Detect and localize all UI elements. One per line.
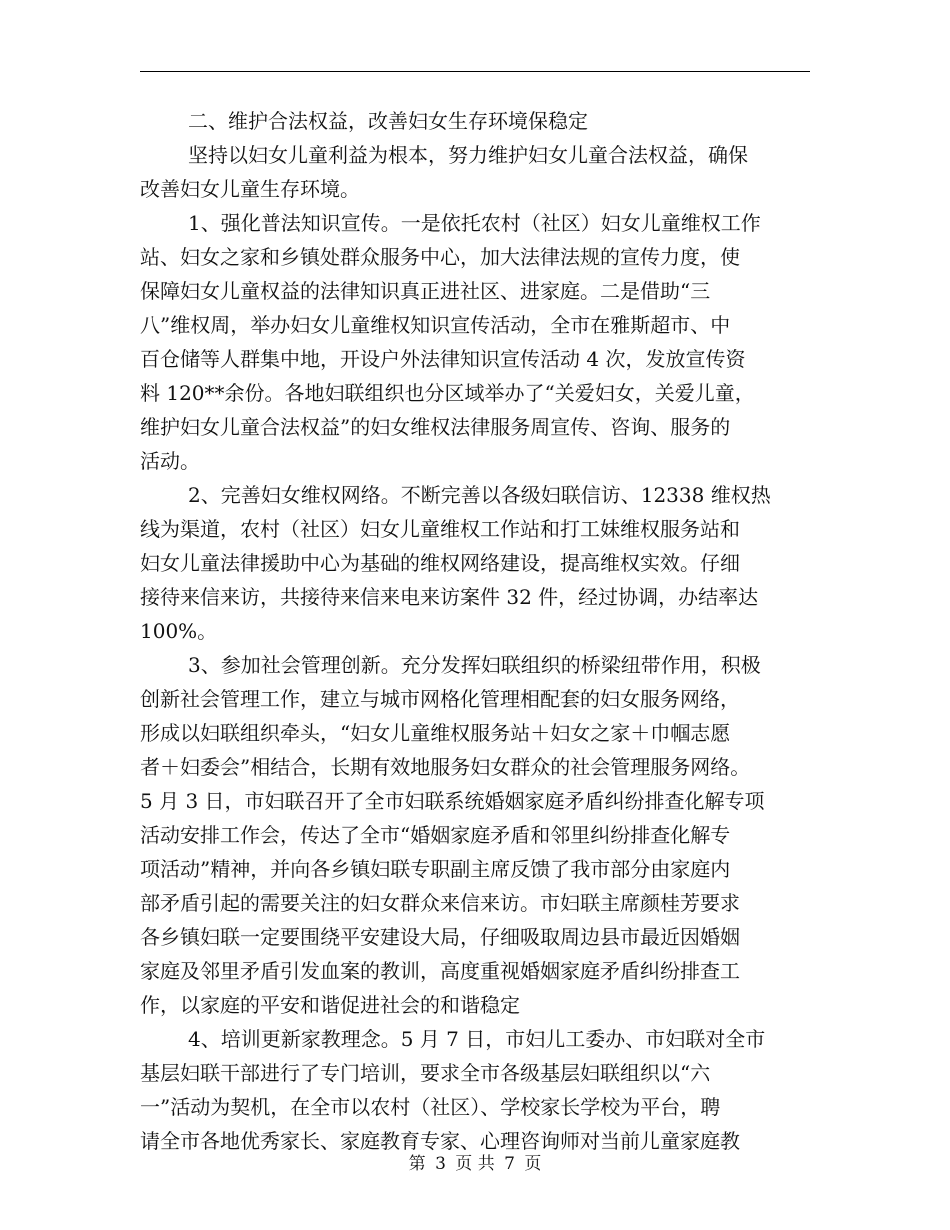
paragraph-line: 创新社会管理工作，建立与城市网格化管理相配套的妇女服务网络， [140, 687, 740, 711]
paragraph-line: 接待来信来访，共接待来信来电来访案件 32 件，经过协调，办结率达 [140, 585, 759, 609]
paragraph-line: 4、培训更新家教理念。5 月 7 日，市妇儿工委办、市妇联对全市 [188, 1027, 766, 1051]
paragraph-line: 妇女儿童法律援助中心为基础的维权网络建设，提高维权实效。仔细 [140, 551, 740, 575]
paragraph-line: 百仓储等人群集中地，开设户外法律知识宣传活动 4 次，发放宣传资 [140, 347, 746, 371]
section-heading: 二、维护合法权益，改善妇女生存环境保稳定 [188, 109, 588, 133]
paragraph-line: 请全市各地优秀家长、家庭教育专家、心理咨询师对当前儿童家庭教 [140, 1129, 740, 1153]
paragraph-line: 2、完善妇女维权网络。不断完善以各级妇联信访、12338 维权热 [188, 483, 771, 507]
paragraph-line: 坚持以妇女儿童利益为根本，努力维护妇女儿童合法权益，确保 [188, 143, 748, 167]
paragraph-line: 3、参加社会管理创新。充分发挥妇联组织的桥梁纽带作用，积极 [188, 653, 761, 677]
paragraph-line: 作，以家庭的平安和谐促进社会的和谐稳定 [140, 993, 520, 1017]
paragraph-line: 维护妇女儿童合法权益”的妇女维权法律服务周宣传、咨询、服务的 [140, 415, 731, 439]
paragraph-line: 活动安排工作会，传达了全市“婚姻家庭矛盾和邻里纠纷排查化解专 [140, 823, 731, 847]
footer-suffix: 页 [524, 1154, 542, 1174]
page-footer [0, 1152, 950, 1176]
paragraph-line: 八”维权周，举办妇女儿童维权知识宣传活动，全市在雅斯超市、中 [140, 313, 731, 337]
paragraph-line: 线为渠道，农村（社区）妇女儿童维权工作站和打工妹维权服务站和 [140, 517, 740, 541]
paragraph-line: 者＋妇委会”相结合，长期有效地服务妇女群众的社会管理服务网络。 [140, 755, 751, 779]
header-rule [140, 71, 810, 72]
paragraph-line: 各乡镇妇联一定要围绕平安建设大局，仔细吸取周边县市最近因婚姻 [140, 925, 740, 949]
paragraph-line: 料 120**余份。各地妇联组织也分区域举办了“关爱妇女，关爱儿童， [140, 381, 755, 405]
paragraph-line: 100%。 [140, 619, 218, 643]
footer-middle: 页 共 [455, 1154, 495, 1174]
paragraph-line: 保障妇女儿童权益的法律知识真正进社区、进家庭。二是借助“三 [140, 279, 711, 303]
paragraph-line: 改善妇女儿童生存环境。 [140, 177, 360, 201]
paragraph-line: 一”活动为契机，在全市以农村（社区）、学校家长学校为平台，聘 [140, 1095, 721, 1119]
paragraph-line: 部矛盾引起的需要关注的妇女群众来信来访。市妇联主席颜桂芳要求 [140, 891, 740, 915]
paragraph-line: 家庭及邻里矛盾引发血案的教训，高度重视婚姻家庭矛盾纠纷排查工 [140, 959, 740, 983]
paragraph-line: 1、强化普法知识宣传。一是依托农村（社区）妇女儿童维权工作 [188, 211, 761, 235]
footer-page-number: 3 [435, 1154, 446, 1174]
paragraph-line: 站、妇女之家和乡镇处群众服务中心，加大法律法规的宣传力度，使 [140, 245, 740, 269]
footer-total-pages: 7 [504, 1154, 515, 1174]
paragraph-line: 形成以妇联组织牵头，“妇女儿童维权服务站＋妇女之家＋巾帼志愿 [140, 721, 731, 745]
paragraph-line: 活动。 [140, 449, 200, 473]
paragraph-line: 项活动”精神，并向各乡镇妇联专职副主席反馈了我市部分由家庭内 [140, 857, 731, 881]
paragraph-line: 5 月 3 日，市妇联召开了全市妇联系统婚姻家庭矛盾纠纷排查化解专项 [140, 789, 765, 813]
footer-prefix: 第 [408, 1154, 426, 1174]
body-text [140, 104, 815, 1158]
paragraph-line: 基层妇联干部进行了专门培训，要求全市各级基层妇联组织以“六 [140, 1061, 711, 1085]
